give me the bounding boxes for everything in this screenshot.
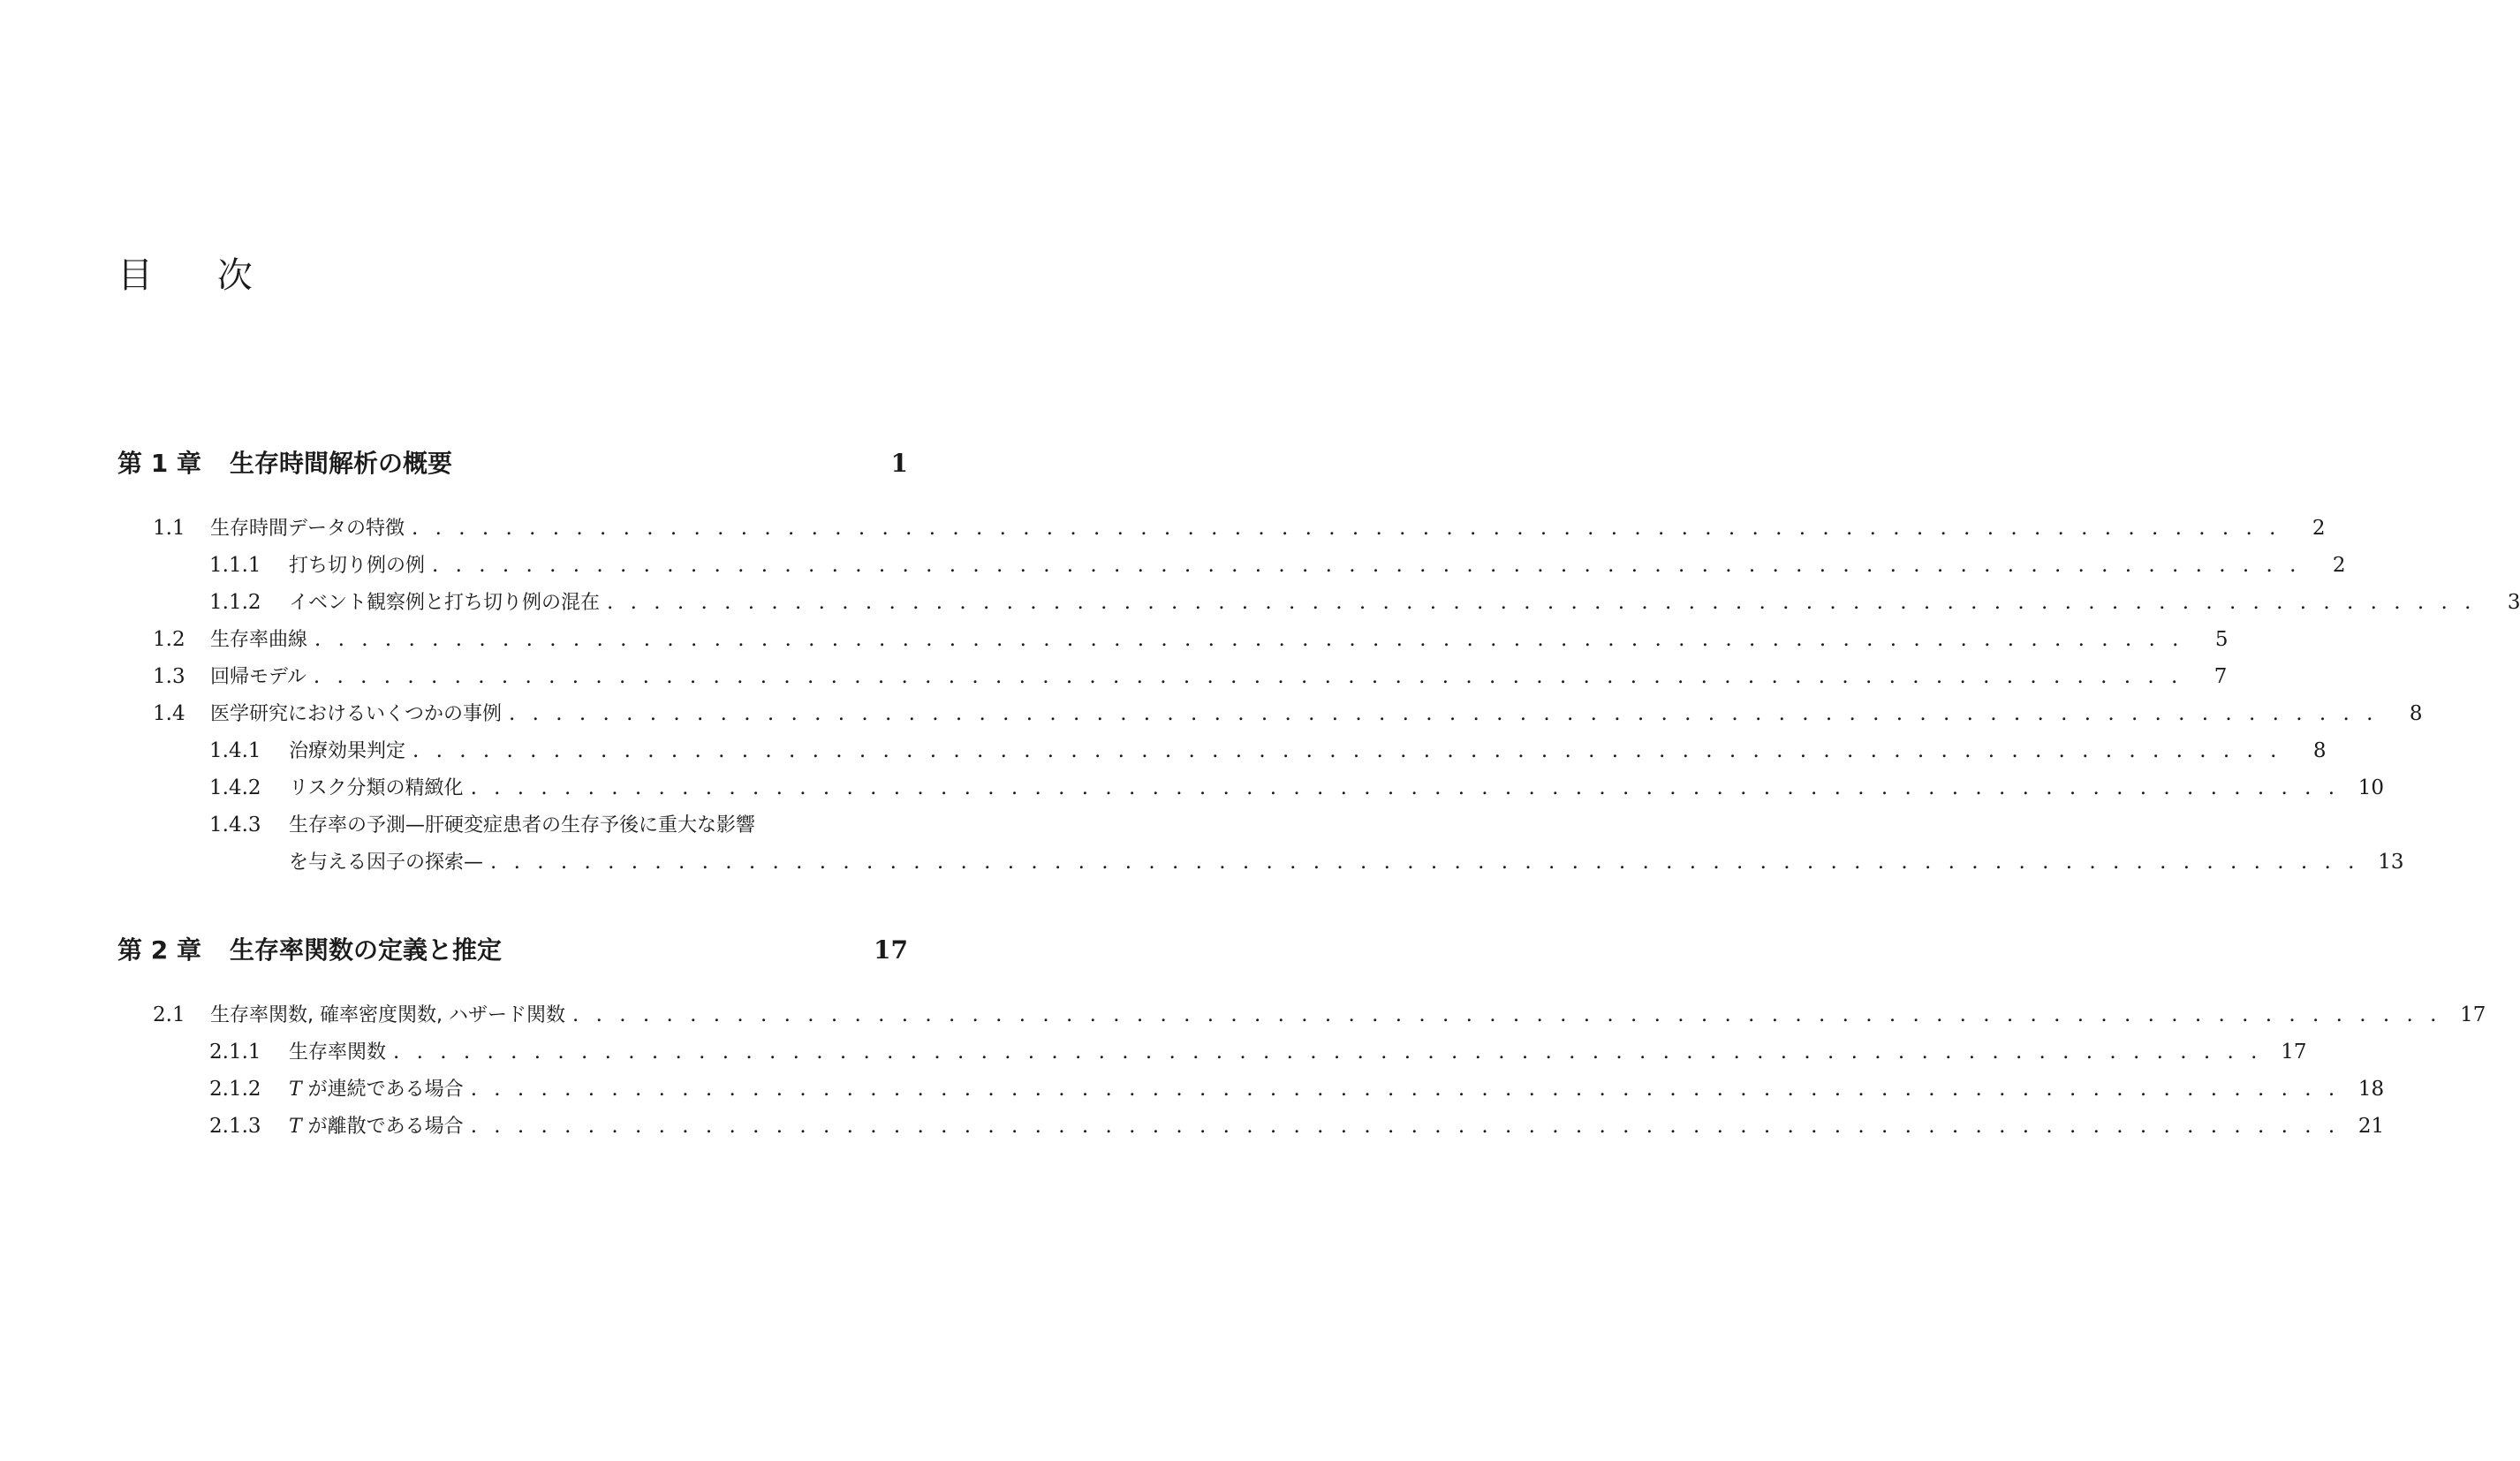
leader-dots: . . . . . . . . . . . . . . . . . . . . . . . . . . . . . . . . . . . . . . . . . . . . . . . . . . . . . . . . . . . . . . . . . . . . . . . . . . . . . . . . — [470, 776, 2341, 799]
toc-entry-1-1-1[interactable] — [209, 549, 2346, 581]
leader-dots: . . . . . . . . . . . . . . . . . . . . . . . . . . . . . . . . . . . . . . . . . . . . . . . . . . . . . . . . . . . . . . . . . . . . . . . . . . . . . . . . — [607, 591, 2477, 614]
chapter-2-heading[interactable] — [117, 933, 908, 968]
leader-dots: . . . . . . . . . . . . . . . . . . . . . . . . . . . . . . . . . . . . . . . . . . . . . . . . . . . . . . . . . . . . . . . . . . . . . . . . . . . . . . . . — [412, 739, 2282, 762]
leader-dots: . . . . . . . . . . . . . . . . . . . . . . . . . . . . . . . . . . . . . . . . . . . . . . . . . . . . . . . . . . . . . . . . . . . . . . . . . . . . . . . . — [432, 554, 2302, 577]
toc-entry-1-2[interactable] — [153, 624, 2229, 655]
section-title: 回帰モデル — [210, 666, 306, 688]
section-number: 1.2 — [153, 628, 185, 651]
section-number: 1.1.1 — [209, 554, 261, 577]
leader-dots: . . . . . . . . . . . . . . . . . . . . . . . . . . . . . . . . . . . . . . . . . . . . . . . . . . . . . . . . . . . . . . . . . . . . . . . . . . . . . . . . — [490, 851, 2360, 874]
leader-dots: . . . . . . . . . . . . . . . . . . . . . . . . . . . . . . . . . . . . . . . . . . . . . . . . . . . . . . . . . . . . . . . . . . . . . . . . . . . . . . . . — [470, 1078, 2341, 1101]
page-number: 7 — [2214, 665, 2228, 688]
toc-entry-1-1[interactable] — [153, 512, 2326, 544]
section-number: 1.4.2 — [209, 776, 261, 799]
toc-entry-2-1-1[interactable] — [209, 1036, 2307, 1068]
toc-entry-1-3[interactable] — [153, 661, 2228, 693]
chapter-title: 生存率関数の定義と推定 — [230, 935, 503, 965]
section-title — [289, 1111, 464, 1143]
page-number: 3 — [2507, 591, 2520, 614]
toc-entry-1-4[interactable] — [153, 698, 2423, 730]
chapter-title: 生存時間解析の概要 — [230, 449, 453, 478]
section-number: 2.1.1 — [209, 1041, 261, 1064]
page-number: 5 — [2214, 628, 2229, 651]
leader-dots: . . . . . . . . . . . . . . . . . . . . . . . . . . . . . . . . . . . . . . . . . . . . . . . . . . . . . . . . . . . . . . . . . . . . . . . . . . . . . . . . — [509, 702, 2379, 725]
section-title — [289, 1074, 464, 1106]
section-title: イベント観察例と打ち切り例の混在 — [289, 592, 601, 614]
page-number: 8 — [2409, 702, 2423, 725]
section-title-text: が連続である場合 — [301, 1079, 464, 1101]
chapter-label: 第 2 章 — [117, 935, 201, 965]
section-title: 治療効果判定 — [289, 740, 406, 762]
page-number: 10 — [2357, 776, 2385, 799]
toc-entry-2-1-3[interactable] — [209, 1110, 2385, 1142]
section-title: 打ち切り例の例 — [289, 555, 426, 577]
section-number: 1.4.1 — [209, 739, 261, 762]
chapter-page-number: 17 — [874, 935, 908, 965]
section-number: 2.1.2 — [209, 1078, 261, 1101]
toc-entry-1-4-3-continued[interactable] — [289, 846, 2404, 878]
chapter-label: 第 1 章 — [117, 449, 201, 478]
leader-dots: . . . . . . . . . . . . . . . . . . . . . . . . . . . . . . . . . . . . . . . . . . . . . . . . . . . . . . . . . . . . . . . . . . . . . . . . . . . . . . . . — [571, 1003, 2442, 1026]
leader-dots: . . . . . . . . . . . . . . . . . . . . . . . . . . . . . . . . . . . . . . . . . . . . . . . . . . . . . . . . . . . . . . . . . . . . . . . . . . . . . . . . — [470, 1115, 2341, 1138]
toc-entry-1-4-3[interactable] — [209, 809, 908, 841]
page-number: 17 — [2281, 1041, 2307, 1064]
section-number: 1.4.3 — [209, 814, 261, 836]
page-title: 目 次 — [117, 255, 279, 296]
section-title-text: が離散である場合 — [301, 1116, 464, 1138]
section-number: 2.1.3 — [209, 1115, 261, 1138]
page-number: 21 — [2357, 1115, 2385, 1138]
section-title: 生存時間データの特徴 — [210, 518, 405, 540]
toc-entry-1-4-2[interactable] — [209, 772, 2385, 804]
page-number: 13 — [2378, 851, 2404, 874]
variable-t: T — [289, 1116, 302, 1138]
section-title: 生存率関数, 確率密度関数, ハザード関数 — [210, 1004, 565, 1026]
toc-entry-1-1-2[interactable] — [209, 587, 2520, 618]
toc-entry-1-4-1[interactable] — [209, 735, 2327, 767]
leader-dots: . . . . . . . . . . . . . . . . . . . . . . . . . . . . . . . . . . . . . . . . . . . . . . . . . . . . . . . . . . . . . . . . . . . . . . . . . . . . . . . . — [313, 665, 2183, 688]
section-title: リスク分類の精緻化 — [289, 777, 464, 799]
toc-entry-2-1[interactable] — [153, 999, 2486, 1031]
section-number: 1.1.2 — [209, 591, 261, 614]
page-number: 17 — [2460, 1003, 2486, 1026]
section-number: 2.1 — [153, 1003, 185, 1026]
page-number: 8 — [2312, 739, 2327, 762]
variable-t: T — [289, 1079, 302, 1101]
chapter-1-heading[interactable] — [117, 446, 908, 481]
section-number: 1.4 — [153, 702, 185, 725]
section-number: 1.1 — [153, 517, 185, 540]
page-number: 2 — [2312, 517, 2326, 540]
toc-entry-2-1-2[interactable] — [209, 1073, 2385, 1105]
leader-dots: . . . . . . . . . . . . . . . . . . . . . . . . . . . . . . . . . . . . . . . . . . . . . . . . . . . . . . . . . . . . . . . . . . . . . . . . . . . . . . . . — [393, 1041, 2263, 1064]
leader-dots: . . . . . . . . . . . . . . . . . . . . . . . . . . . . . . . . . . . . . . . . . . . . . . . . . . . . . . . . . . . . . . . . . . . . . . . . . . . . . . . . — [412, 517, 2282, 540]
page-number: 18 — [2357, 1078, 2385, 1101]
section-title-continued: を与える因子の探索— — [289, 852, 484, 874]
section-title: 医学研究におけるいくつかの事例 — [210, 703, 503, 725]
leader-dots: . . . . . . . . . . . . . . . . . . . . . . . . . . . . . . . . . . . . . . . . . . . . . . . . . . . . . . . . . . . . . . . . . . . . . . . . . . . . . . . . — [314, 628, 2184, 651]
section-title: 生存率の予測—肝硬変症患者の生存予後に重大な影響 — [289, 814, 756, 836]
section-number: 1.3 — [153, 665, 185, 688]
section-title: 生存率関数 — [289, 1041, 387, 1064]
section-title: 生存率曲線 — [210, 629, 308, 651]
chapter-page-number: 1 — [890, 449, 908, 478]
page-number: 2 — [2332, 554, 2346, 577]
